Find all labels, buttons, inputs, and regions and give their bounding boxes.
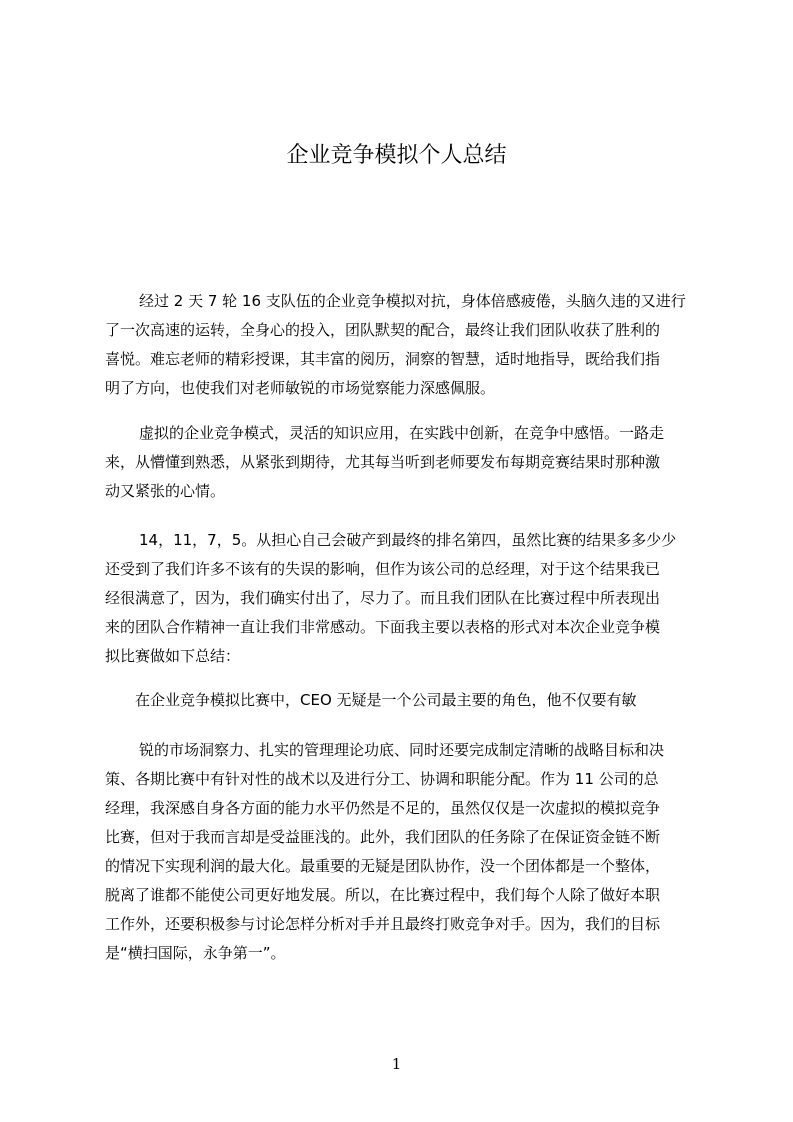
paragraph-line: 锐的市场洞察力、扎实的管理理论功底、同时还要完成制定清晰的战略目标和决 [139,741,665,759]
paragraph-line: 了一次高速的运转，全身心的投入，团队默契的配合，最终让我们团队收获了胜利的 [105,321,661,339]
paragraph-1 [105,287,705,403]
paragraph-line: 在企业竞争模拟比赛中，CEO 无疑是一个公司最主要的角色，他不仅要有敏 [135,691,637,709]
paragraph-line: 动又紧张的心情。 [105,482,226,500]
paragraph-line: 明了方向，也使我们对老师敏锐的市场觉察能力深感佩服。 [105,379,496,397]
paragraph-line: 比赛，但对于我而言却是受益匪浅的。此外，我们团队的任务除了在保证资金链不断 [105,828,661,846]
document-title: 企业竞争模拟个人总结 [286,143,507,168]
paragraph-line: 工作外，还要积极参与讨论怎样分析对手并且最终打败竞争对手。因为，我们的目标 [105,915,661,933]
paragraph-line: 拟比赛做如下总结： [105,647,241,665]
paragraph-4 [105,686,705,715]
paragraph-line: 是“横扫国际，永争第一”。 [105,944,286,962]
paragraph-line: 来，从懵懂到熟悉，从紧张到期待，尤其每当听到老师要发布每期竞赛结果时那种激 [105,453,661,471]
paragraph-line: 来的团队合作精神一直让我们非常感动。下面我主要以表格的形式对本次企业竞争模 [105,618,661,636]
paragraph-line: 经过 2 天 7 轮 16 支队伍的企业竞争模拟对抗，身体倍感疲倦，头脑久违的又进行 [139,292,686,310]
paragraph-5 [105,736,705,968]
paragraph-line: 14，11，7，5。从担心自己会破产到最终的排名第四，虽然比赛的结果多多少少 [139,531,677,549]
paragraph-line: 经理，我深感自身各方面的能力水平仍然是不足的，虽然仅仅是一次虚拟的模拟竞争 [105,799,661,817]
paragraph-line: 经很满意了，因为，我们确实付出了，尽力了。而且我们团队在比赛过程中所表现出 [105,589,661,607]
paragraph-line: 的情况下实现利润的最大化。最重要的无疑是团队协作，没一个团体都是一个整体， [105,857,661,875]
paragraph-2 [105,419,705,506]
paragraph-line: 喜悦。难忘老师的精彩授课，其丰富的阅历，洞察的智慧，适时地指导，既给我们指 [105,350,661,368]
paragraph-line: 还受到了我们许多不该有的失误的影响，但作为该公司的总经理，对于这个结果我已 [105,560,661,578]
paragraph-3 [105,526,705,671]
paragraph-line: 策、各期比赛中有针对性的战术以及进行分工、协调和职能分配。作为 11 公司的总 [105,770,659,788]
paragraph-line: 脱离了谁都不能使公司更好地发展。所以，在比赛过程中，我们每个人除了做好本职 [105,886,661,904]
paragraph-line: 虚拟的企业竞争模式，灵活的知识应用，在实践中创新，在竞争中感悟。一路走 [139,424,665,442]
page-number: 1 [391,1055,402,1073]
